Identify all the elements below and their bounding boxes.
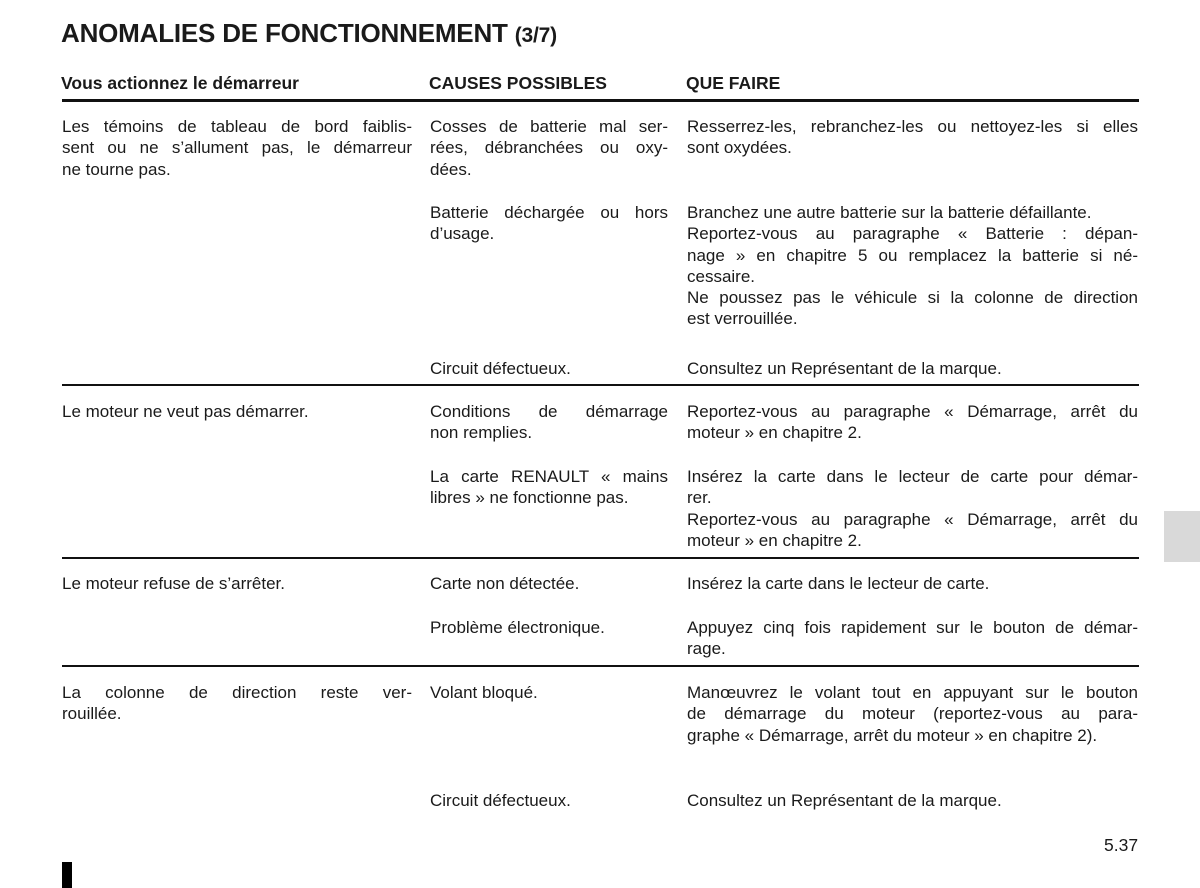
- text-line: sont oxydées.: [687, 138, 792, 158]
- text-line: Insérez la carte dans le lecteur de carte.: [687, 574, 990, 593]
- text-line: La colonne de direction reste ver-: [62, 683, 412, 702]
- text-line: de démarrage du moteur (reportez-vous au para-: [687, 704, 1138, 724]
- text-line: Appuyez cinq fois rapidement sur le bouton de démar-: [687, 618, 1138, 637]
- text-line: Resserrez-les, rebranchez-les ou nettoyez-les si elles: [687, 117, 1138, 136]
- row-divider: [62, 384, 1139, 386]
- text-line: graphe « Démarrage, arrêt du moteur » en chapitre 2).: [687, 725, 1098, 745]
- text-line: libres » ne fonctionne pas.: [430, 488, 629, 508]
- text-line: cessaire.: [687, 266, 756, 286]
- text-line: Circuit défectueux.: [430, 791, 571, 810]
- text-line: Le moteur refuse de s’arrêter.: [62, 574, 286, 593]
- text-line: Cosses de batterie mal ser-: [430, 117, 668, 136]
- situation-cell: [62, 401, 412, 422]
- text-line: sent ou ne s’allument pas, le démarreur: [62, 138, 412, 158]
- text-line: rage.: [687, 639, 726, 659]
- header-actions: QUE FAIRE: [686, 73, 781, 93]
- text-line: moteur » en chapitre 2.: [687, 530, 862, 550]
- text-line: est verrouillée.: [687, 309, 798, 329]
- page-number: 5.37: [1104, 835, 1139, 855]
- chapter-tab: [1164, 511, 1200, 562]
- row-divider: [62, 557, 1139, 559]
- action-cell: [687, 682, 1138, 746]
- situation-cell: [62, 573, 412, 594]
- text-line: nage » en chapitre 5 ou remplacez la batterie si né-: [687, 245, 1138, 265]
- text-line: Consultez un Représentant de la marque.: [687, 791, 1002, 810]
- cause-cell: [430, 573, 668, 594]
- cause-cell: [430, 116, 668, 180]
- action-cell: [687, 790, 1138, 811]
- text-line: Reportez-vous au paragraphe « Démarrage, arrêt du: [687, 509, 1138, 529]
- header-situation: Vous actionnez le démarreur: [61, 73, 299, 93]
- action-cell: [687, 617, 1138, 660]
- action-cell: [687, 202, 1138, 330]
- text-line: rées, débranchées ou oxy-: [430, 138, 668, 158]
- text-line: d’usage.: [430, 224, 495, 244]
- action-cell: [687, 116, 1138, 159]
- title-main: ANOMALIES DE FONCTIONNEMENT: [61, 18, 508, 48]
- header-divider: [62, 99, 1139, 102]
- situation-cell: [62, 116, 412, 180]
- cause-cell: [430, 358, 668, 379]
- text-line: Problème électronique.: [430, 618, 605, 637]
- action-cell: [687, 573, 1138, 594]
- text-line: moteur » en chapitre 2.: [687, 423, 862, 443]
- action-cell: [687, 358, 1138, 379]
- row-divider: [62, 665, 1139, 667]
- text-line: rouillée.: [62, 704, 122, 724]
- text-line: Consultez un Représentant de la marque.: [687, 359, 1002, 378]
- text-line: dées.: [430, 159, 472, 179]
- text-line: Circuit défectueux.: [430, 359, 571, 378]
- text-line: Reportez-vous au paragraphe « Démarrage, arrêt du: [687, 402, 1138, 421]
- text-line: Insérez la carte dans le lecteur de carte pour démar-: [687, 467, 1138, 486]
- page-title: [61, 18, 557, 49]
- text-line: Volant bloqué.: [430, 683, 538, 702]
- text-line: Branchez une autre batterie sur la batterie défaillante.: [687, 203, 1092, 222]
- text-line: Les témoins de tableau de bord faiblis-: [62, 117, 412, 136]
- text-line: Ne poussez pas le véhicule si la colonne de direction: [687, 288, 1138, 308]
- situation-cell: [62, 682, 412, 725]
- cause-cell: [430, 466, 668, 509]
- text-line: La carte RENAULT « mains: [430, 467, 668, 486]
- action-cell: [687, 466, 1138, 551]
- cause-cell: [430, 202, 668, 245]
- text-line: Batterie déchargée ou hors: [430, 203, 668, 222]
- text-line: non remplies.: [430, 423, 533, 443]
- header-causes: CAUSES POSSIBLES: [429, 73, 607, 93]
- text-line: Manœuvrez le volant tout en appuyant sur le bouton: [687, 683, 1138, 702]
- cause-cell: [430, 790, 668, 811]
- text-line: Conditions de démarrage: [430, 402, 668, 421]
- page-marker: [62, 862, 72, 888]
- text-line: Carte non détectée.: [430, 574, 580, 593]
- text-line: Le moteur ne veut pas démarrer.: [62, 402, 309, 421]
- text-line: Reportez-vous au paragraphe « Batterie : dépan-: [687, 224, 1138, 244]
- cause-cell: [430, 617, 668, 638]
- title-part: (3/7): [514, 24, 557, 47]
- cause-cell: [430, 682, 668, 703]
- action-cell: [687, 401, 1138, 444]
- text-line: ne tourne pas.: [62, 159, 171, 179]
- cause-cell: [430, 401, 668, 444]
- text-line: rer.: [687, 488, 712, 508]
